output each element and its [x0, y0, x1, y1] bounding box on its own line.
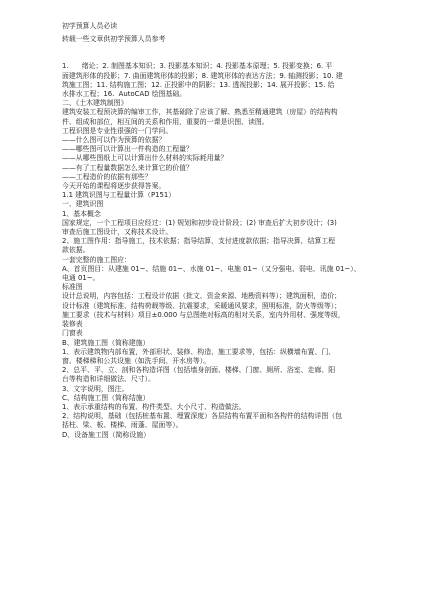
outline-line: 电通 01~。: [62, 274, 100, 283]
section-heading: 二、《土木建筑制图》: [62, 99, 128, 108]
outline-line: D、设备施工图（简称设施）: [62, 430, 150, 439]
outline-line: 窗、楼梯梯和公共设施（如洗手间、开水房等）。: [62, 356, 211, 365]
outline-line: 设计标准（建筑标准、结构荷载等级、抗震要求，采暖通风要求，照明标准，防火等级等）；: [62, 301, 342, 310]
outline-line: 施工要求（技术与材料）项目±0.000 与总图绝对标高的相对关系，室内外用材、强度等级，: [62, 310, 345, 319]
outline-line: 1、基本概念: [62, 209, 101, 218]
outline-line: C、结构施工图（简称结施）: [62, 393, 150, 402]
outline-line: 1、表示承重结构的布置、构件类型、大小尺寸、构造做法。: [62, 402, 246, 411]
toc-line: 1. 绪论；2. 制图基本知识；3. 投影基本知识；4. 投影基本原理；5. 投影变换；6. 平: [62, 62, 333, 71]
outline-line: 审查后施工图设计，又称技术设计。: [62, 228, 173, 237]
outline-line: 设计总说明，内容包括：工程设计依据（批文、资金来源、地勘资料等）；建筑面积，造价；: [62, 292, 342, 301]
outline-line: 装修表: [62, 320, 83, 329]
outline-line: 国家规定，一个工程项目应经过：(1) 规划和初步设计阶段；(2) 审查后扩大初步设计；(3): [62, 218, 337, 227]
intro-line: 件、组成和部位，相互间的关系和作用，重要的一课是识图、读图。: [62, 117, 269, 126]
closing-line: 今天开始的课程将逐步获得答案。: [62, 182, 166, 191]
intro-line: 建筑安装工程预决算的编审工作，其基础除了应该了解、熟悉至精通建筑（房屋）的结构构: [62, 108, 338, 117]
outline-line: 一、建筑识图: [62, 200, 104, 209]
outline-line: 台等构造和详细做法、尺寸）。: [62, 375, 156, 384]
outline-line: 标准图: [62, 283, 83, 292]
outline-line: 2、结构说明，基础（包括桩基布置、埋置深度）各层结构布置平面和各构件的结构详图（包: [62, 412, 343, 421]
outline-line: 2、总平、平、立、剖和各构造详图（包括墙身剖面、楼梯、门窗、厕所、浴室、走廊、阳: [62, 366, 336, 375]
document-subtitle: 转载一些文章供初学预算人员参考: [62, 35, 166, 44]
outline-line: A、首页图目：从建施 01~、结施 01~、水施 01~、电施 01~（又分强电、弱电、讯施 01~）、: [62, 264, 361, 273]
question-line: ——从哪些图纸上可以计算出什么材料的实际耗用量？: [62, 154, 228, 163]
section-heading: 1.1 建筑识图与工程量计算（P151）: [62, 191, 176, 200]
toc-line: 水排水工程；16. AutoCAD 绘图基础。: [62, 90, 187, 99]
toc-line: 面建筑形体的投影；7. 曲面建筑形体的投影；8. 建筑形体的表达方法；9. 轴测投影；10. 建: [62, 71, 343, 80]
question-line: ——哪些图可以计算出一件构造的工程量？: [62, 145, 193, 154]
outline-line: 款依据。: [62, 246, 90, 255]
question-line: ——工程造价的依据有那些？: [62, 172, 152, 181]
outline-line: 门窗表: [62, 329, 83, 338]
intro-line: 工程识图是专业性很强的一门学问。: [62, 126, 173, 135]
outline-line: 1、表示建筑物内部布置，外部形状、装修、构造、施工要求等，包括：纵横墙布置、门、: [62, 347, 336, 356]
outline-line: 3、文字说明，图注。: [62, 384, 129, 393]
outline-line: B、建筑施工图（简称建施）: [62, 338, 150, 347]
question-line: ——什么图可以作为预算的依据？: [62, 136, 166, 145]
outline-line: 括柱、梁、板、楼梯、雨蓬、屋面等）。: [62, 421, 183, 430]
outline-line: 2、施工图作用：指导施工，技术依据；指导结算，支付进度款依据；指导决算，结算工程: [62, 237, 336, 246]
document-title: 初学预算人员必读: [62, 22, 118, 30]
question-line: ——有了工程量数据怎么来计算它的价值？: [62, 163, 193, 172]
toc-line: 筑施工图；11. 结构施工图；12. 正投影中的阴影；13. 透视投影；14. 展开投影；15. 给: [62, 80, 335, 89]
outline-line: 一套完整的施工图应：: [62, 255, 131, 264]
